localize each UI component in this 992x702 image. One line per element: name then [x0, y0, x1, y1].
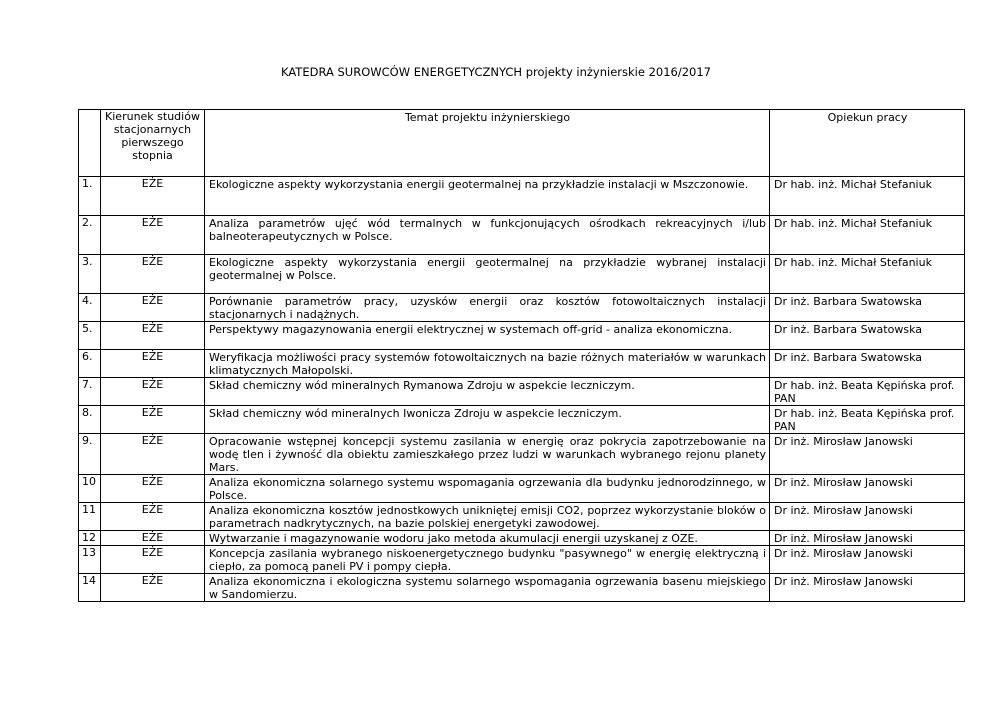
row-kierunek: EŻE [101, 434, 205, 475]
row-temat: Skład chemiczny wód mineralnych Rymanowa Zdroju w aspekcie leczniczym. [205, 378, 770, 406]
row-kierunek: EŻE [101, 255, 205, 294]
row-number: 2. [79, 216, 101, 255]
row-opiekun: Dr inż. Mirosław Janowski [770, 574, 965, 602]
row-kierunek: EŻE [101, 378, 205, 406]
row-temat: Analiza ekonomiczna kosztów jednostkowych unikniętej emisji CO2, poprzez wykorzystanie bloków o parametrach nadkrytycznych, na bazie polskiej energetyki zawodowej. [205, 503, 770, 531]
page-title: KATEDRA SUROWCÓW ENERGETYCZNYCH projekty inżynierskie 2016/2017 [280, 65, 711, 79]
row-opiekun: Dr hab. inż. Beata Kępińska prof. PAN [770, 378, 965, 406]
projects-table [78, 109, 965, 602]
row-kierunek: EŻE [101, 177, 205, 216]
table-row [79, 294, 965, 322]
row-kierunek: EŻE [101, 574, 205, 602]
row-opiekun: Dr inż. Barbara Swatowska [770, 294, 965, 322]
row-number: 6. [79, 350, 101, 378]
row-temat: Perspektywy magazynowania energii elektrycznej w systemach off-grid - analiza ekonomiczna. [205, 322, 770, 350]
row-kierunek: EŻE [101, 475, 205, 503]
table-row [79, 546, 965, 574]
row-number: 8. [79, 406, 101, 434]
table-row [79, 531, 965, 546]
row-kierunek: EŻE [101, 503, 205, 531]
table-row [79, 475, 965, 503]
row-temat: Porównanie parametrów pracy, uzysków energii oraz kosztów fotowoltaicznych instalacji stacjonarnych i nadążnych. [205, 294, 770, 322]
table-row [79, 503, 965, 531]
row-opiekun: Dr inż. Mirosław Janowski [770, 503, 965, 531]
row-number: 11 [79, 503, 101, 531]
row-opiekun: Dr inż. Barbara Swatowska [770, 350, 965, 378]
table-row [79, 216, 965, 255]
row-number: 9. [79, 434, 101, 475]
row-opiekun: Dr hab. inż. Michał Stefaniuk [770, 177, 965, 216]
row-temat: Analiza parametrów ujęć wód termalnych w funkcjonujących ośrodkach rekreacyjnych i/lub balneoterapeutycznych w Polsce. [205, 216, 770, 255]
row-temat: Analiza ekonomiczna i ekologiczna systemu solarnego wspomagania ogrzewania basenu miejskiego w Sandomierzu. [205, 574, 770, 602]
row-number: 12 [79, 531, 101, 546]
row-kierunek: EŻE [101, 216, 205, 255]
table-row [79, 434, 965, 475]
row-temat: Koncepcja zasilania wybranego niskoenergetycznego budynku "pasywnego" w energię elektryczną i ciepło, za pomocą paneli PV i pompy ciepła. [205, 546, 770, 574]
row-opiekun: Dr inż. Mirosław Janowski [770, 546, 965, 574]
row-temat: Ekologiczne aspekty wykorzystania energii geotermalnej na przykładzie instalacji w Mszczonowie. [205, 177, 770, 216]
header-opiekun: Opiekun pracy [770, 110, 965, 177]
row-kierunek: EŻE [101, 322, 205, 350]
header-temat: Temat projektu inżynierskiego [205, 110, 770, 177]
row-number: 10 [79, 475, 101, 503]
row-number: 14 [79, 574, 101, 602]
row-temat: Ekologiczne aspekty wykorzystania energii geotermalnej na przykładzie wybranej instalacji geotermalnej w Polsce. [205, 255, 770, 294]
row-temat: Weryfikacja możliwości pracy systemów fotowoltaicznych na bazie różnych materiałów w warunkach klimatycznych Małopolski. [205, 350, 770, 378]
header-kierunek: Kierunek studiów stacjonarnych pierwszego stopnia [101, 110, 205, 177]
row-number: 5. [79, 322, 101, 350]
table-row [79, 255, 965, 294]
row-kierunek: EŻE [101, 350, 205, 378]
header-num [79, 110, 101, 177]
row-number: 3. [79, 255, 101, 294]
row-kierunek: EŻE [101, 546, 205, 574]
row-kierunek: EŻE [101, 406, 205, 434]
table-row [79, 322, 965, 350]
row-kierunek: EŻE [101, 294, 205, 322]
table-row [79, 177, 965, 216]
row-number: 4. [79, 294, 101, 322]
row-temat: Wytwarzanie i magazynowanie wodoru jako metoda akumulacji energii uzyskanej z OZE. [205, 531, 770, 546]
table-row [79, 574, 965, 602]
row-opiekun: Dr hab. inż. Beata Kępińska prof. PAN [770, 406, 965, 434]
row-opiekun: Dr hab. inż. Michał Stefaniuk [770, 255, 965, 294]
row-opiekun: Dr inż. Mirosław Janowski [770, 434, 965, 475]
row-number: 7. [79, 378, 101, 406]
table-header-row [79, 110, 965, 177]
row-opiekun: Dr inż. Mirosław Janowski [770, 531, 965, 546]
table-row [79, 406, 965, 434]
table-row [79, 378, 965, 406]
row-opiekun: Dr inż. Mirosław Janowski [770, 475, 965, 503]
table-row [79, 350, 965, 378]
row-temat: Analiza ekonomiczna solarnego systemu wspomagania ogrzewania dla budynku jednorodzinnego, w Polsce. [205, 475, 770, 503]
row-number: 13 [79, 546, 101, 574]
row-number: 1. [79, 177, 101, 216]
row-opiekun: Dr inż. Barbara Swatowska [770, 322, 965, 350]
row-opiekun: Dr hab. inż. Michał Stefaniuk [770, 216, 965, 255]
row-temat: Skład chemiczny wód mineralnych Iwonicza Zdroju w aspekcie leczniczym. [205, 406, 770, 434]
row-kierunek: EŻE [101, 531, 205, 546]
row-temat: Opracowanie wstępnej koncepcji systemu zasilania w energię oraz pokrycia zapotrzebowanie na wodę tlen i żywność dla obiektu zamieszkałego przez ludzi w warunkach wybranego rejonu planety Mars. [205, 434, 770, 475]
